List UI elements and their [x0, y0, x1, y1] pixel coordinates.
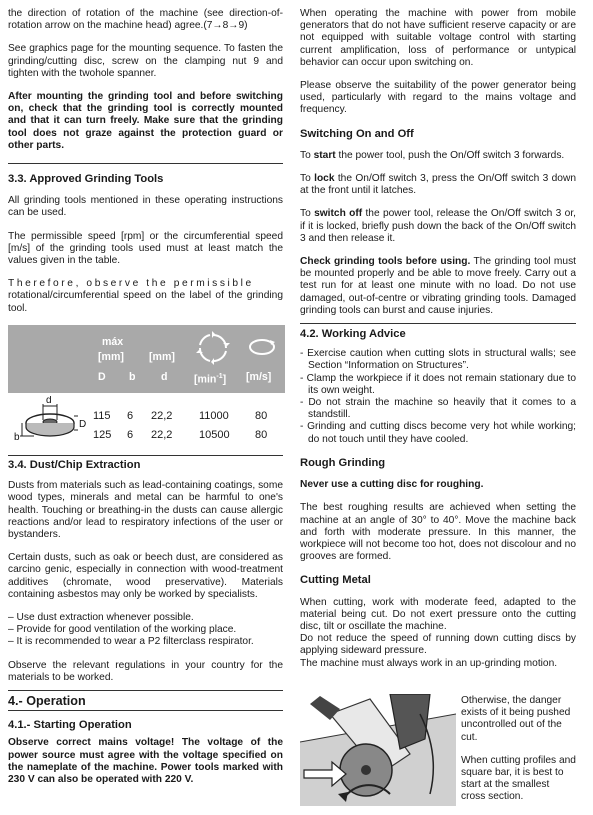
- para-lock: To lock the On/Off switch 3, press the On/Off switch 3 down at the front until it latches.: [300, 173, 576, 197]
- para-mounting: See graphics page for the mounting sequence. To fasten the grinding/cutting disc, screw on the clamping nut 9 and tighten with the twohole spanner.: [8, 43, 283, 79]
- divider: [8, 690, 283, 691]
- table-cell: 22,2: [151, 429, 173, 441]
- list-item: - Clamp the workpiece if it does not remain stationary due to its own weight.: [300, 372, 576, 396]
- para-after-mounting: After mounting the grinding tool and before switching on, check that the grinding tool is correctly mounted and that it can turn freely. Make sure that the grinding tool does not graze against the protection guard or other parts.: [8, 91, 283, 151]
- para-observe: [8, 278, 283, 315]
- para-dust-1: Dusts from materials such as lead-containing coatings, some wood types, minerals and metal can be harmful to one's health. Touching or breathing-in the dusts can cause allergic reactions and/or lead to respiratory infections of the user or bystanders.: [8, 480, 283, 541]
- heading-approved-tools: 3.3. Approved Grinding Tools: [8, 173, 164, 186]
- para-rotation: the direction of rotation of the machine (see direction-of-rotation arrow on the machine head) agree.(7→8→9): [8, 8, 283, 32]
- table-cell: 6: [127, 410, 134, 422]
- list-item: – It is recommended to wear a P2 filterclass respirator.: [8, 636, 254, 648]
- table-cell: 115: [93, 410, 111, 422]
- divider: [8, 163, 283, 164]
- disc-dimension-diagram: [12, 396, 88, 444]
- list-item: – Provide for good ventilation of the working place.: [8, 624, 237, 636]
- header-d: d: [161, 371, 168, 383]
- para-switch-off: To switch off the power tool, release the On/Off switch 3 or, if it is locked, briefly push down the back of the On/Off switch 3 and then release it.: [300, 208, 576, 244]
- right-column: [300, 8, 576, 670]
- speed-table-header: [8, 325, 285, 393]
- heading-dust-extraction: 3.4. Dust/Chip Extraction: [8, 459, 141, 471]
- para-suitability: Please observe the suitability of the power generator being used, particularly with regard to the mains voltage and frequency.: [300, 80, 576, 116]
- heading-starting-operation: 4.1.- Starting Operation: [8, 719, 132, 732]
- header-rpm: $[\min^{-1}]$: [194, 373, 227, 386]
- header-D: D: [98, 371, 106, 383]
- para-best-roughing: The best roughing results are achieved when setting the machine at an angle of 30° to 40°. Move the machine back and forth with moderate pressure. In this manner, the workpiece will not become too hot, does not discolour and no grooves are formed.: [300, 502, 576, 563]
- list-item: – Use dust extraction whenever possible.: [8, 612, 194, 624]
- header-max: máx: [102, 336, 124, 348]
- para-never-roughing: Never use a cutting disc for roughing.: [300, 479, 484, 491]
- divider: [300, 323, 576, 324]
- header-ms: [m/s]: [246, 371, 272, 383]
- header-b: b: [129, 371, 136, 383]
- para-observe-line1: Therefore, observe the permissible: [8, 278, 254, 290]
- table-cell: 10500: [199, 429, 230, 441]
- heading-rough-grinding: Rough Grinding: [300, 456, 386, 469]
- para-regulations: Observe the relevant regulations in your country for the materials to be worked.: [8, 659, 283, 683]
- para-cutting: When cutting, work with moderate feed, adapted to the material being cut. Do not exert pressure onto the cutting disc, tilt or oscillate the machine.: [300, 596, 576, 632]
- para-observe-line2: rotational/circumferential speed on the label of the grinding tool.: [8, 290, 283, 314]
- cutting-illustration: [300, 694, 456, 806]
- para-dust-2: Certain dusts, such as oak or beech dust, are considered as carcino genic, especially in connection with wood-treatment additives (chromate, wood preservative). Materials containing asbestos may only be worked by specialists.: [8, 552, 283, 600]
- heading-operation: 4.- Operation: [8, 695, 283, 711]
- para-all-tools: All grinding tools mentioned in these operating instructions can be used.: [8, 195, 283, 219]
- table-cell: 80: [255, 410, 268, 422]
- para-voltage: Observe correct mains voltage! The voltage of the power source must agree with the voltage specified on the nameplate of the machine. Power tools marked with 230 V can also be operated with 220 V.: [8, 737, 283, 786]
- para-check-tools: Check grinding tools before using. The grinding tool must be mounted properly and be able to move freely. Carry out a test run for at least one minute with no load. Do not use damaged, out-of-centre or vibrating grinding tools. Damaged grinding tools can burst and cause injuries.: [300, 256, 576, 316]
- table-cell: 80: [255, 429, 268, 441]
- table-cell: 22,2: [151, 410, 173, 422]
- header-mm-d: [mm]: [149, 351, 175, 363]
- working-advice-list: [300, 348, 576, 446]
- circumferential-speed-icon: [246, 335, 278, 357]
- table-cell: 125: [93, 429, 112, 441]
- para-profiles: When cutting profiles and square bar, it is best to start at the smallest cross section.: [461, 754, 576, 803]
- heading-switching: Switching On and Off: [300, 127, 414, 140]
- para-reduce-speed: Do not reduce the speed of running down cutting discs by applying sideward pressure.: [300, 633, 576, 657]
- para-generators: When operating the machine with power from mobile generators that do not have sufficient reserve capacity or are not equipped with suitable voltage control with starting current amplification, loss of performance or untypical behavior can occur upon switching on.: [300, 8, 576, 68]
- para-otherwise: Otherwise, the danger exists of it being pushed uncontrolled out of the cut.: [461, 695, 571, 743]
- table-cell: 11000: [199, 410, 229, 422]
- para-start: To start the power tool, push the On/Off switch 3 forwards.: [300, 149, 565, 161]
- left-column-lower: [8, 455, 283, 797]
- rotation-speed-icon: [194, 331, 232, 365]
- header-mm-D: [mm]: [98, 351, 124, 363]
- disc-label-d: d: [46, 396, 52, 406]
- list-item: - Do not strain the machine so heavily that it comes to a standstill.: [300, 397, 576, 421]
- divider: [8, 455, 283, 456]
- para-up-grinding: The machine must always work in an up-grinding motion.: [300, 657, 558, 669]
- right-column-image-text: [461, 695, 576, 815]
- heading-cutting-metal: Cutting Metal: [300, 574, 371, 587]
- left-column: [8, 8, 283, 315]
- dust-advice-list: [8, 612, 283, 649]
- para-speed: The permissible speed [rpm] or the circumferential speed [m/s] of the grinding tools used must at least match the values given in the table.: [8, 230, 283, 267]
- disc-label-b: b: [14, 432, 20, 443]
- list-item: - Grinding and cutting discs become very hot while working; do not touch until they have cooled.: [300, 421, 576, 445]
- heading-working-advice: 4.2. Working Advice: [300, 328, 406, 341]
- disc-label-D: D: [79, 419, 87, 430]
- table-cell: 6: [127, 429, 134, 441]
- list-item: - Exercise caution when cutting slots in structural walls; see Section “Information on Structures”.: [300, 348, 576, 372]
